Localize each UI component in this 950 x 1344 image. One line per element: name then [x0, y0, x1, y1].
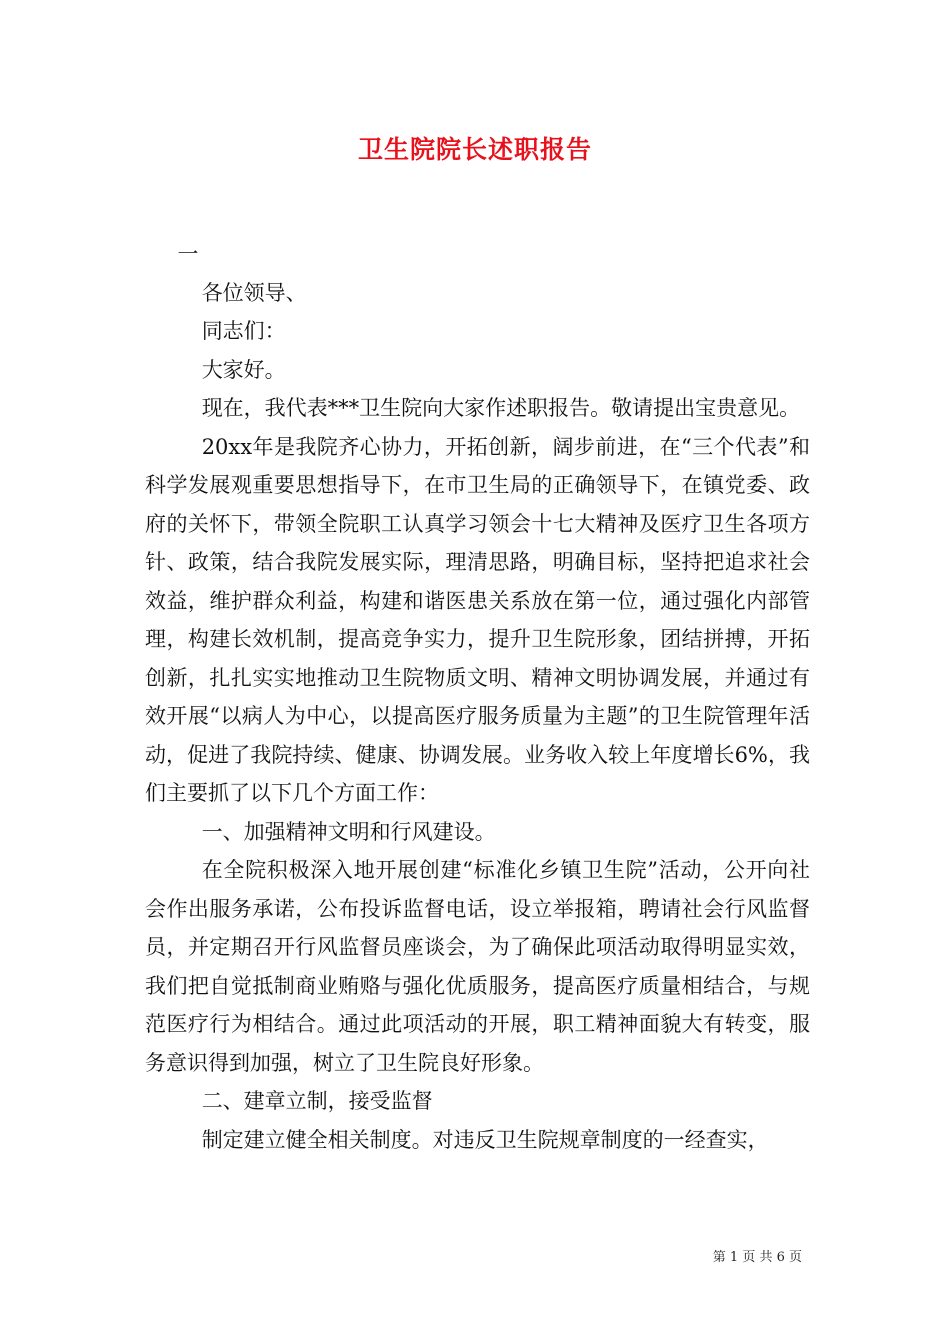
paragraph-greeting: 大家好。 [201, 357, 286, 382]
paragraph-overview: 20xx年是我院齐心协力，开拓创新，阔步前进，在“三个代表”和科学发展观重要思想指导下，在市卫生局的正确领导下，在镇党委、政府的关怀下，带领全院职工认真学习领会十七大精神及医疗卫生各项方针、政策，结合我院发展实际，理清思路，明确目标，坚持把追求社会效益，维护群众利益，构建和谐医患关系放在第一位，通过强化内部管理，构建长效机制，提高竞争实力，提升卫生院形象，团结拼搏，开拓创新，扎扎实实地推动卫生院物质文明、精神文明协调发展，并通过有效开展“以病人为中心，以提高医疗服务质量为主题”的卫生院管理年活动，促进了我院持续、健康、协调发展。业务收入较上年度增长6%，我们主要抓了以下几个方面工作： [145, 434, 810, 805]
paragraph-section-2: 制定建立健全相关制度。对违反卫生院规章制度的一经查实， [201, 1127, 769, 1152]
section-heading-1: 一、加强精神文明和行风建设。 [201, 819, 496, 844]
paragraph-intro: 现在，我代表***卫生院向大家作述职报告。敬请提出宝贵意见。 [201, 396, 801, 420]
document-body [145, 235, 810, 1159]
paragraph-salutation-leaders: 各位领导、 [201, 280, 307, 305]
paragraph-section-1: 在全院积极深入地开展创建“标准化乡镇卫生院”活动，公开向社会作出服务承诺，公布投诉监督电话，设立举报箱，聘请社会行风监督员，并定期召开行风监督员座谈会，为了确保此项活动取得明显实效，我们把自觉抵制商业贿赂与强化优质服务，提高医疗质量相结合，与规范医疗行为相结合。通过此项活动的开展，职工精神面貌大有转变，服务意识得到加强，树立了卫生院良好形象。 [145, 858, 810, 1075]
paragraph-salutation-comrades: 同志们： [201, 319, 286, 343]
document-title: 卫生院院长述职报告 [357, 135, 592, 164]
section-heading-2: 二、建章立制，接受监督 [201, 1089, 433, 1113]
page-indicator: 第 1 页 共 6 页 [712, 1250, 802, 1265]
paragraph-section-marker: 一 [177, 242, 199, 266]
